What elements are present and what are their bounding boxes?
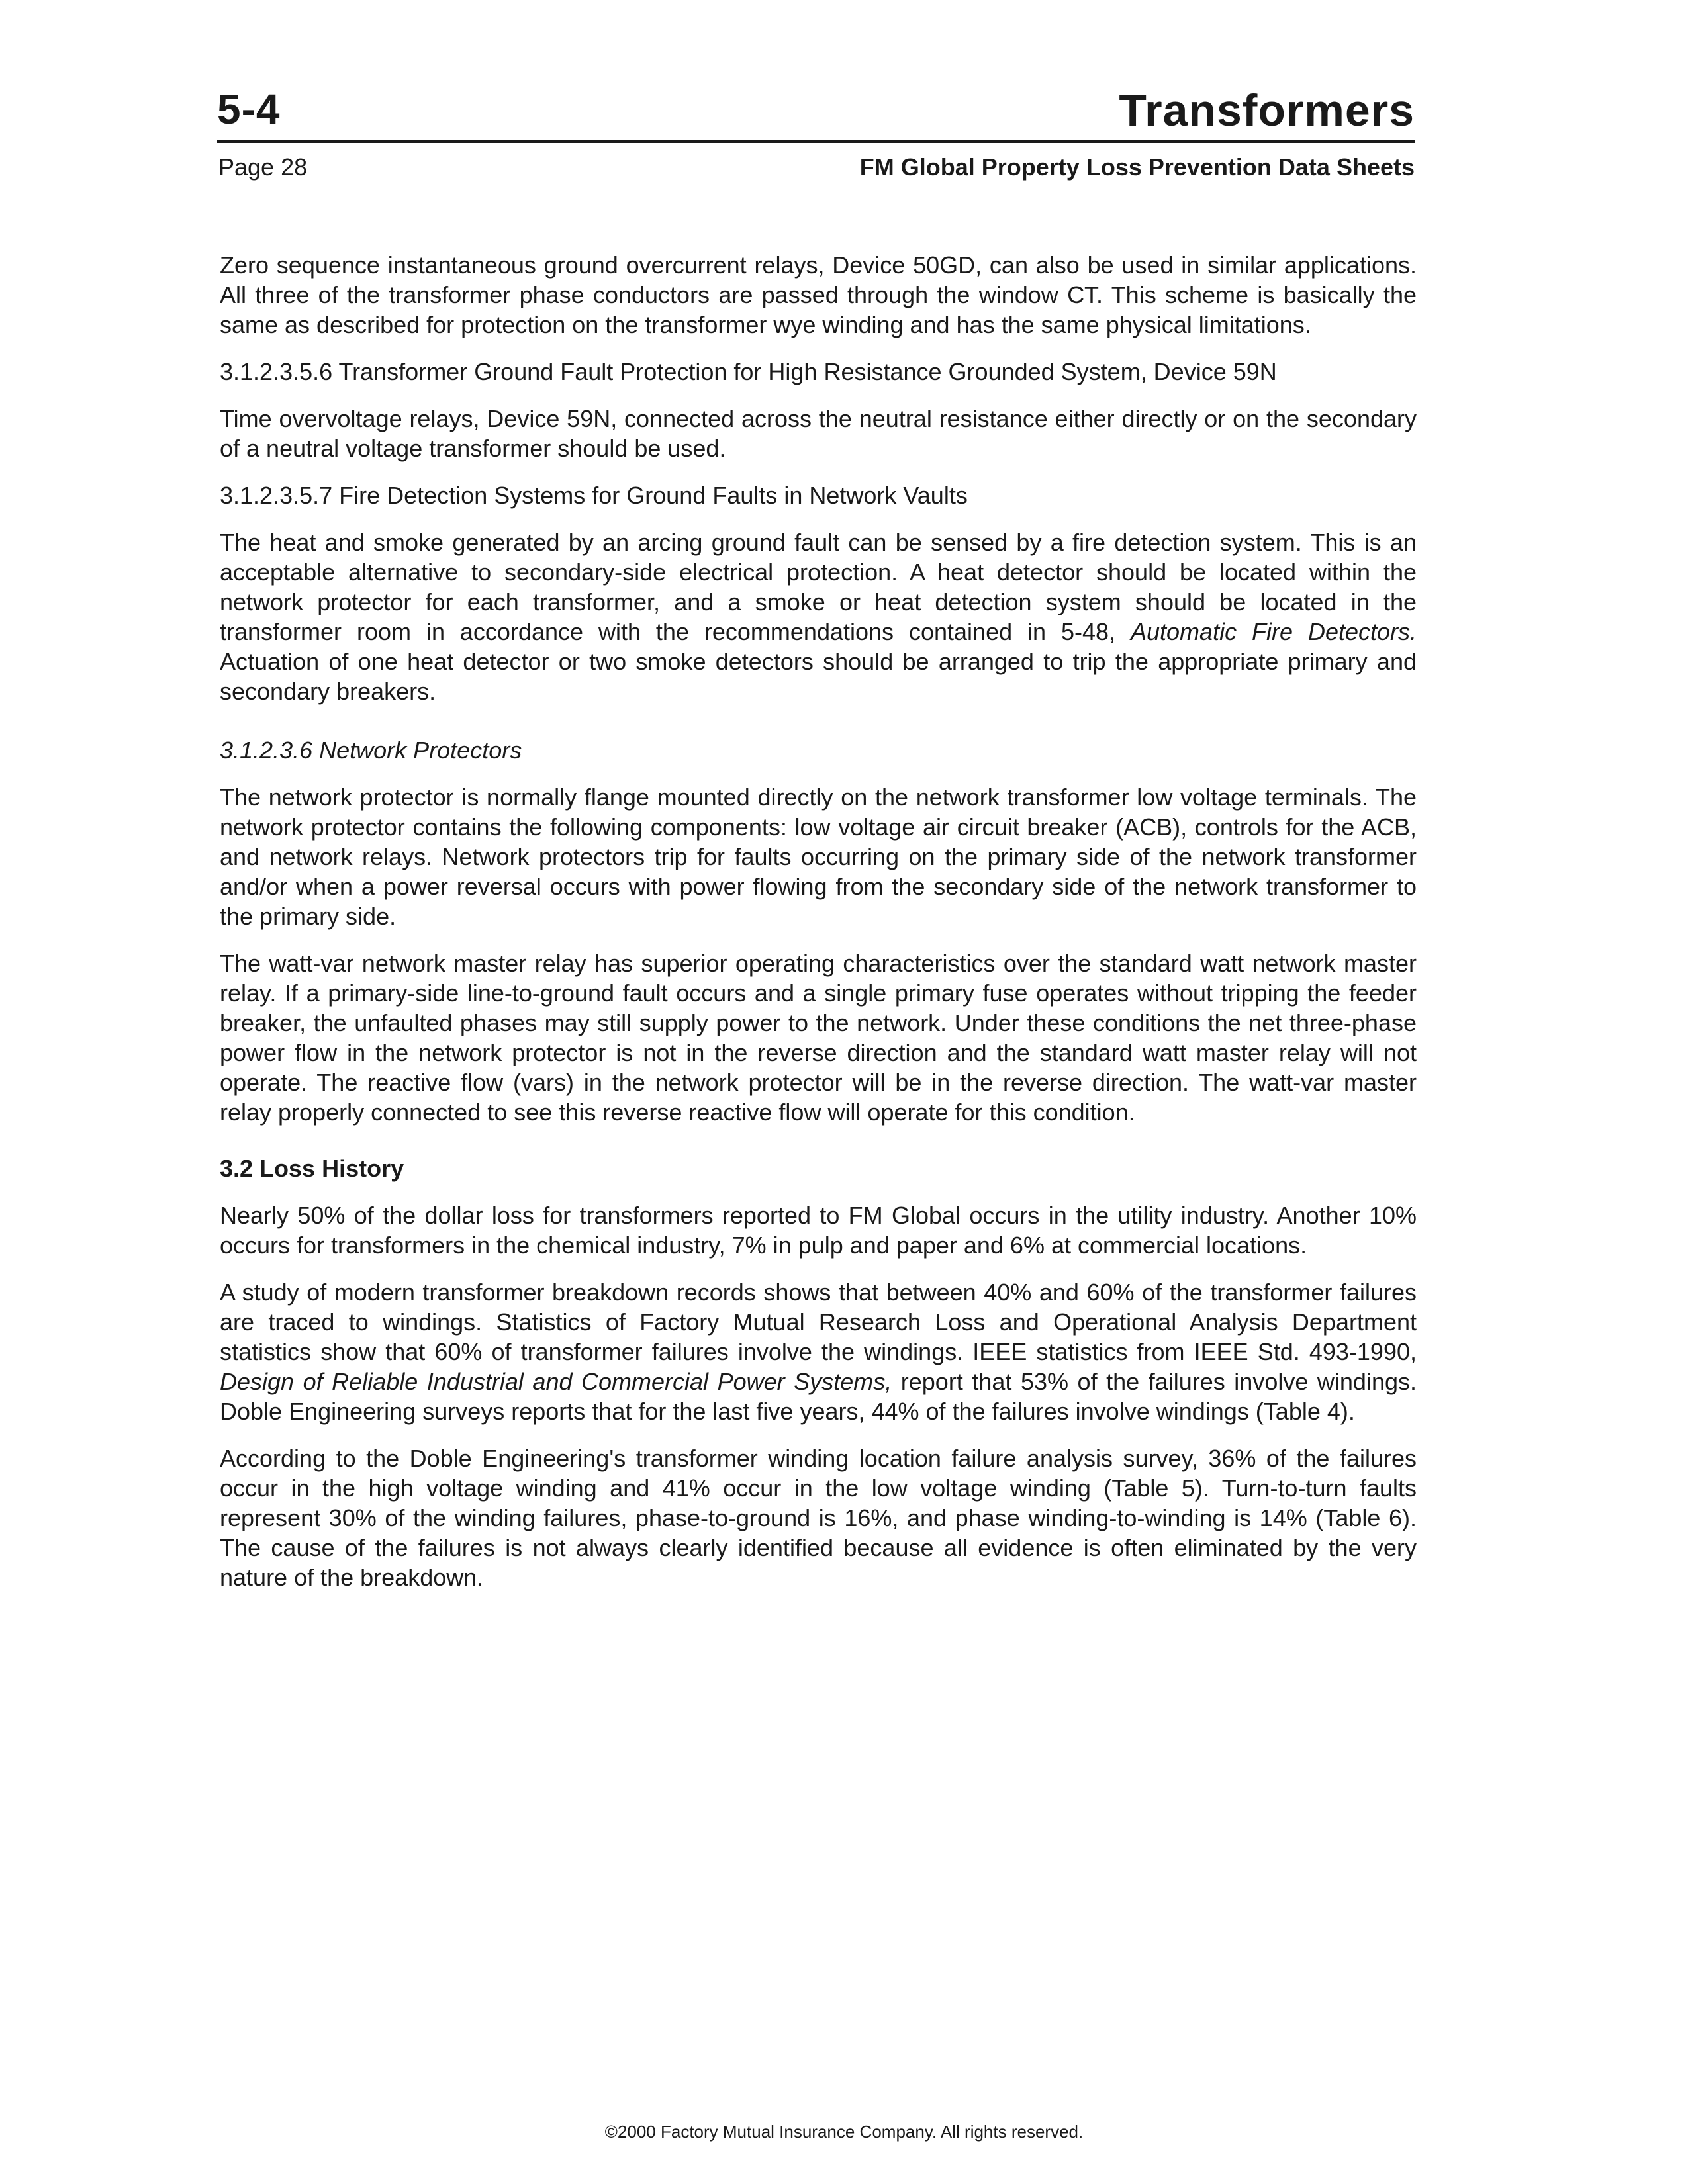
document-body (220, 250, 1417, 1610)
copyright-footer: ©2000 Factory Mutual Insurance Company. All rights reserved. (604, 2122, 1084, 2142)
paragraph-network-protector: The network protector is normally flange mounted directly on the network transformer low voltage terminals. The network protector contains the following components: low voltage air circuit breaker (ACB), controls for the ACB, and network relays. Network protectors trip for faults occurring on the primary side of the network transformer and/or when a power reversal occurs with power flowing from the secondary side of the network transformer to the primary side. (220, 784, 1417, 930)
reference-automatic-fire-detectors: Automatic Fire Detectors. (1131, 618, 1417, 645)
heading-3-1-2-3-5-6: 3.1.2.3.5.6 Transformer Ground Fault Protection for High Resistance Grounded System, Device 59N (220, 358, 1277, 385)
paragraph-zero-sequence-relays: Zero sequence instantaneous ground overcurrent relays, Device 50GD, can also be used in similar applications. All three of the transformer phase conductors are passed through the window CT. This scheme is basically the same as described for protection on the transformer wye winding and has the same physical limitations. (220, 251, 1417, 338)
paragraph-watt-var-relay: The watt-var network master relay has superior operating characteristics over the standard watt network master relay. If a primary-side line-to-ground fault occurs and a single primary fuse operates without tripping the feeder breaker, the unfaulted phases may still supply power to the network. Under these conditions the net three-phase power flow in the network protector is not in the reverse direction and the standard watt master relay will not operate. The reactive flow (vars) in the network protector will be in the reverse direction. The watt-var master relay properly connected to see this reverse reactive flow will operate for this condition. (220, 950, 1417, 1126)
header-rule (217, 140, 1415, 143)
paragraph-fire-detection (220, 527, 1417, 706)
paragraph-breakdown-text-b: report that 53% of the failures involve windings. Doble Engineering surveys reports that for the last five years, 44% of the failures involve windings (Table 4). (220, 1368, 1417, 1425)
heading-3-2-loss-history: 3.2 Loss History (220, 1155, 404, 1182)
paragraph-winding-location: According to the Doble Engineering's transformer winding location failure analysis survey, 36% of the failures occur in the high voltage winding and 41% occur in the low voltage winding (Table 5). Turn-to-turn faults represent 30% of the winding failures, phase-to-ground is 16%, and phase winding-to-winding is 14% (Table 6). The cause of the failures is not always clearly identified because all evidence is often eliminated by the very nature of the breakdown. (220, 1445, 1417, 1591)
paragraph-breakdown-text-a: A study of modern transformer breakdown records shows that between 40% and 60% of the transformer failures are traced to windings. Statistics of Factory Mutual Research Loss and Operational Analysis Department statistics show that 60% of transformer failures involve the windings. IEEE statistics from IEEE Std. 493-1990, (220, 1279, 1417, 1365)
paragraph-dollar-loss: Nearly 50% of the dollar loss for transformers reported to FM Global occurs in the utility industry. Another 10% occurs for transformers in the chemical industry, 7% in pulp and paper and 6% at commercial locations. (220, 1202, 1417, 1259)
paragraph-fire-detection-text-b: Actuation of one heat detector or two smoke detectors should be arranged to trip the appropriate primary and secondary breakers. (220, 648, 1417, 705)
section-number: 5-4 (217, 85, 281, 133)
paragraph-fire-detection-text-a: The heat and smoke generated by an arcing ground fault can be sensed by a fire detection system. This is an acceptable alternative to secondary-side electrical protection. A heat detector should be located within the network protector for each transformer, and a smoke or heat detection system should be located in the transformer room in accordance with the recommendations contained in 5-48, (220, 529, 1417, 645)
page-number: Page 28 (218, 154, 308, 181)
page-title: Transformers (1119, 85, 1415, 136)
paragraph-time-overvoltage: Time overvoltage relays, Device 59N, connected across the neutral resistance either directly or on the secondary of a neutral voltage transformer should be used. (220, 405, 1417, 462)
reference-ieee-std-title: Design of Reliable Industrial and Commercial Power Systems, (220, 1368, 892, 1395)
heading-3-1-2-3-6: 3.1.2.3.6 Network Protectors (220, 737, 522, 764)
heading-3-1-2-3-5-7: 3.1.2.3.5.7 Fire Detection Systems for Ground Faults in Network Vaults (220, 482, 968, 509)
paragraph-breakdown-records (220, 1277, 1417, 1426)
publication-name: FM Global Property Loss Prevention Data Sheets (859, 154, 1415, 181)
